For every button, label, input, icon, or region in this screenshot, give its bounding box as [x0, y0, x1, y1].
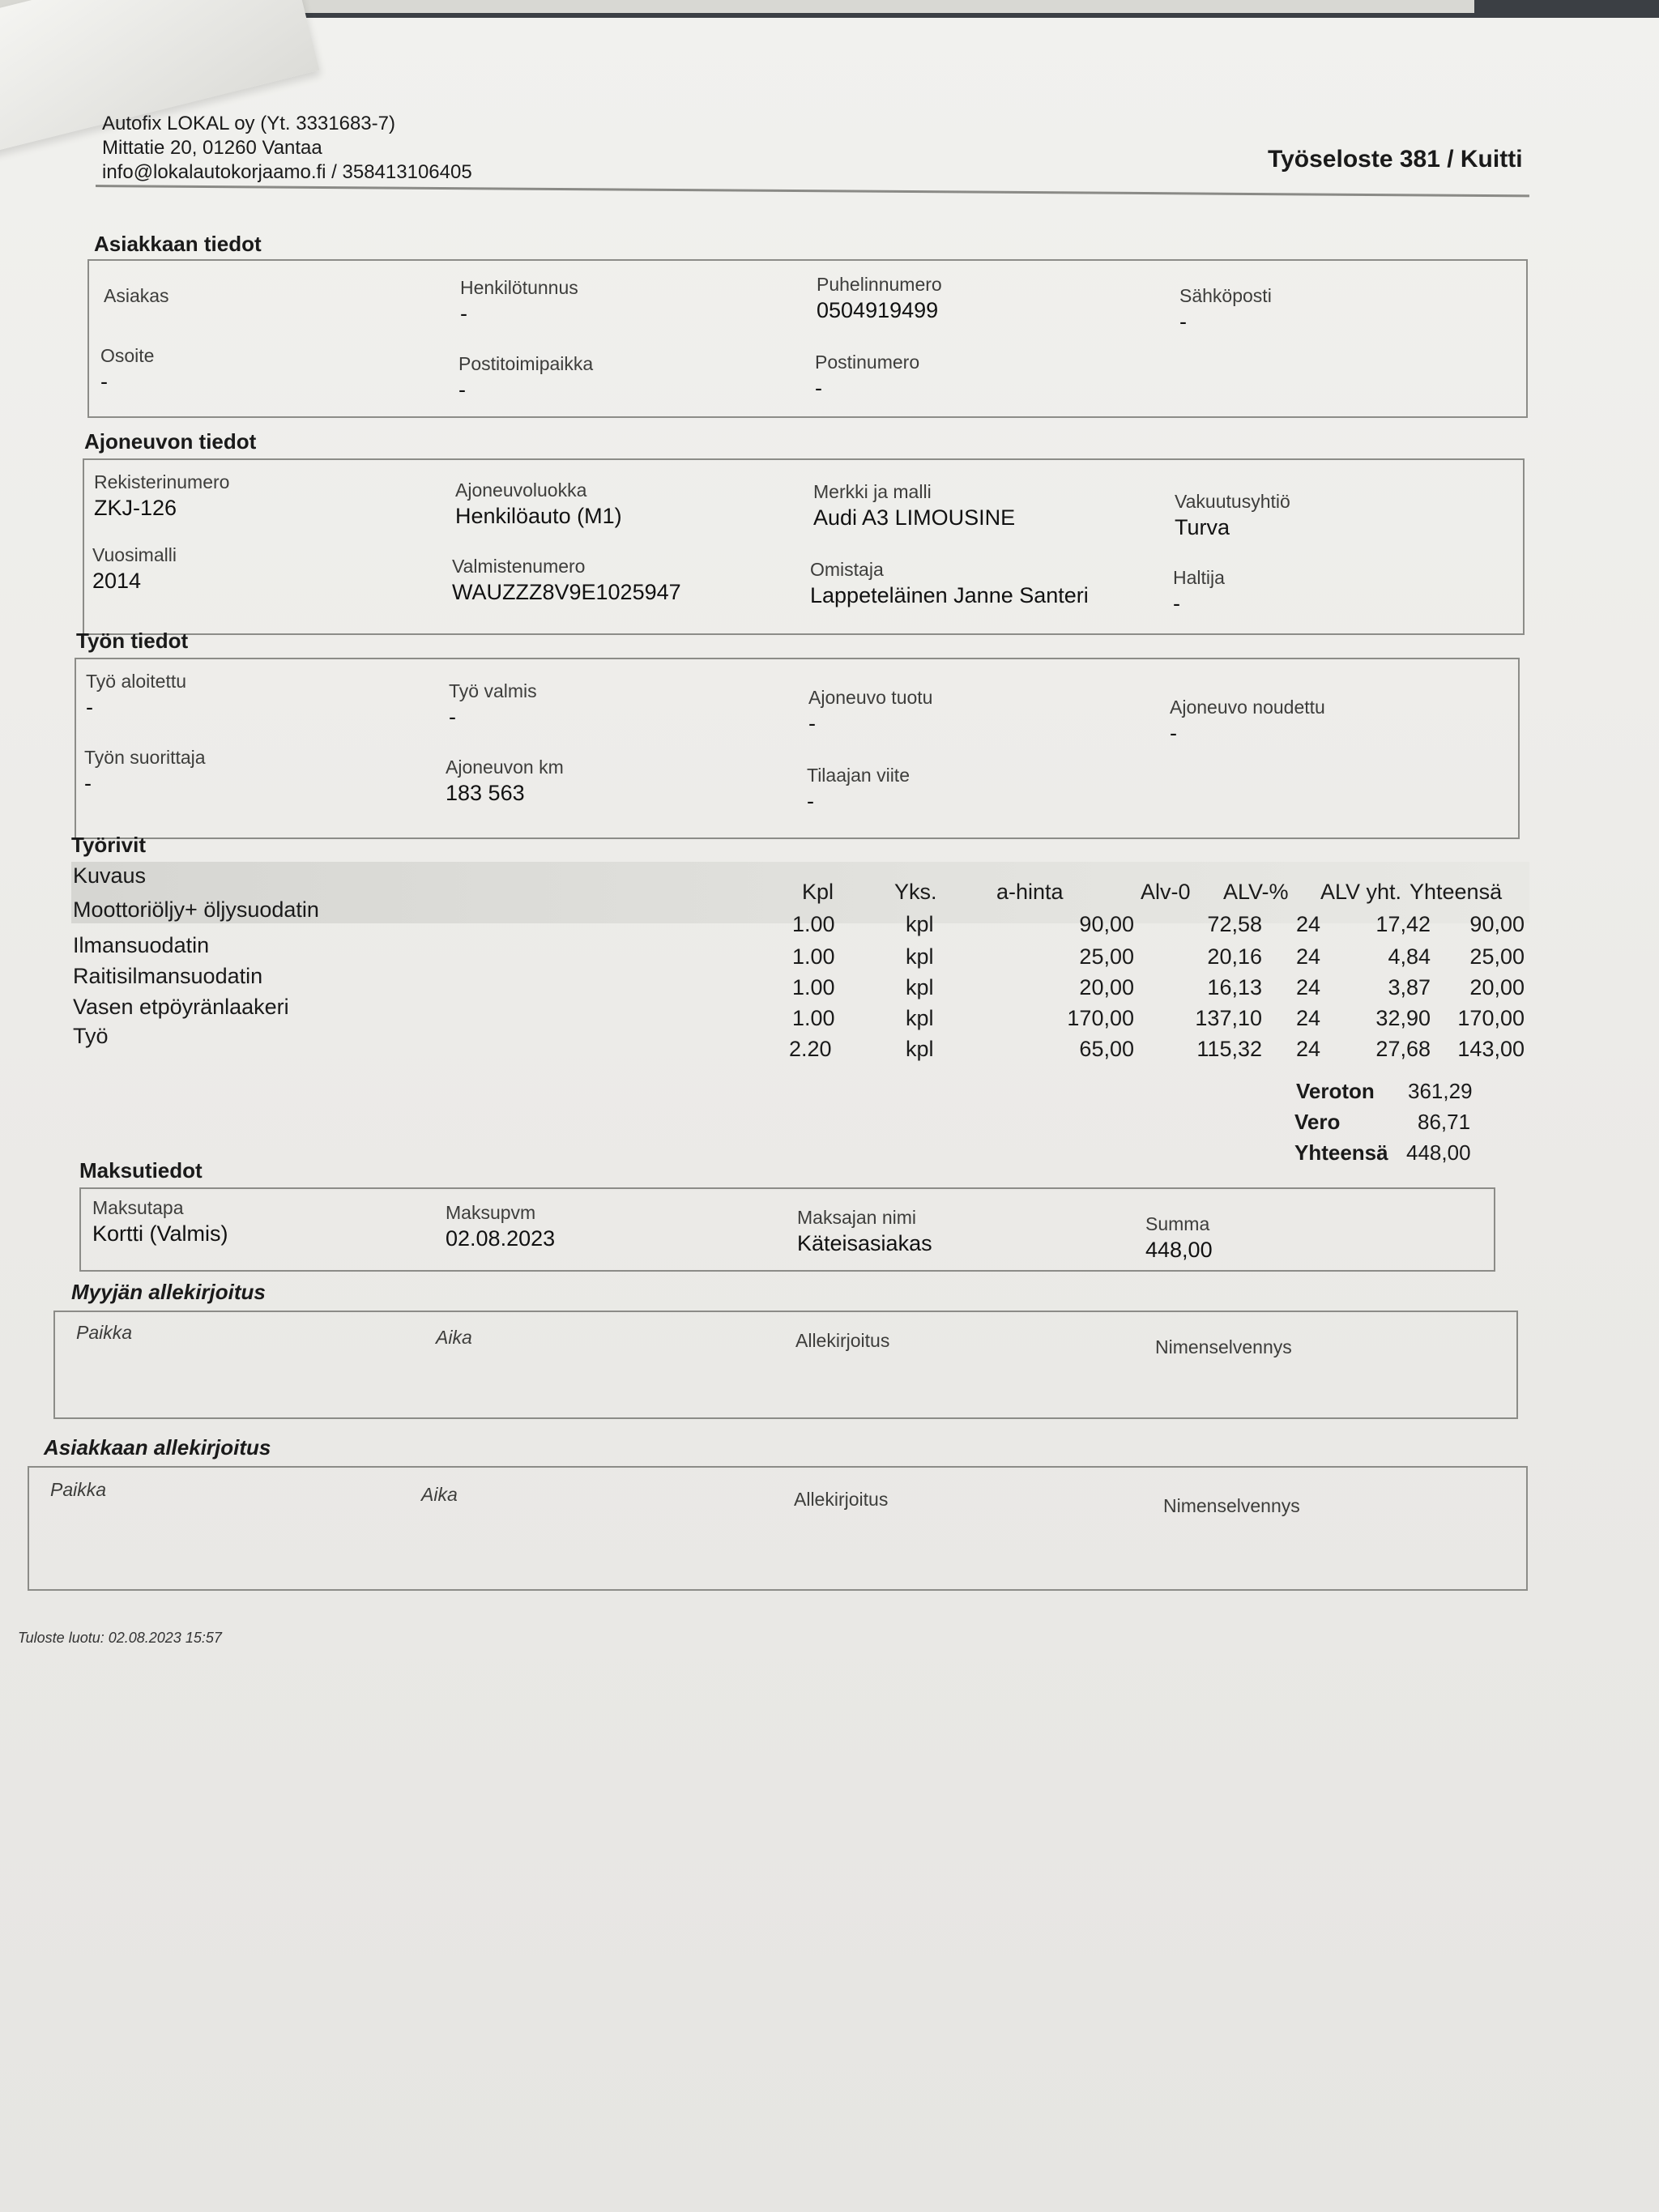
- header-alvyht: ALV yht.: [1320, 880, 1402, 904]
- vehicle-vin: Valmistenumero WAUZZZ8V9E1025947: [452, 556, 681, 604]
- totals-yhteensa: Yhteensä 448,00: [1294, 1140, 1471, 1165]
- header-kuvaus: Kuvaus: [73, 863, 147, 888]
- vehicle-picked-up: Ajoneuvo noudettu -: [1170, 697, 1325, 745]
- payment-section-title: Maksutiedot: [79, 1158, 203, 1183]
- table-row: Moottoriöljy+ öljysuodatin: [73, 897, 319, 922]
- vehicle-box: [83, 458, 1525, 635]
- totals-veroton: Veroton 361,29: [1296, 1079, 1473, 1103]
- table-row: Työ: [73, 1024, 109, 1048]
- customer-section-title: Asiakkaan tiedot: [94, 232, 262, 256]
- header-kpl: Kpl: [802, 880, 834, 904]
- vehicle-class: Ajoneuvoluokka Henkilöauto (M1): [455, 479, 622, 528]
- payer-name: Maksajan nimi Käteisasiakas: [797, 1207, 932, 1255]
- document-title: Työseloste 381 / Kuitti: [1268, 146, 1523, 173]
- vehicle-make-model: Merkki ja malli Audi A3 LIMOUSINE: [813, 481, 1016, 530]
- table-row-values: 1.00 kpl 25,00 20,16 24 4,84 25,00: [792, 944, 1525, 969]
- payment-method: Maksutapa Kortti (Valmis): [92, 1197, 228, 1246]
- seller-signature-title: Myyjän allekirjoitus: [71, 1280, 266, 1304]
- work-rows-title: Työrivit: [71, 833, 146, 857]
- work-box: [75, 658, 1520, 839]
- vehicle-km: Ajoneuvon km 183 563: [446, 757, 564, 805]
- header-yhteensa: Yhteensä: [1410, 880, 1503, 904]
- customer-city: Postitoimipaikka -: [458, 353, 594, 402]
- table-row-values: 1.00 kpl 170,00 137,10 24 32,90 170,00: [792, 1006, 1525, 1030]
- header-ahinta: a-hinta: [996, 880, 1064, 904]
- customer-reference: Tilaajan viite -: [807, 765, 910, 813]
- header-alvpct: ALV-%: [1223, 880, 1289, 904]
- customer-place-label: Paikka: [50, 1479, 107, 1500]
- header-alv0: Alv-0: [1141, 880, 1191, 904]
- table-row-values: 1.00 kpl 20,00 16,13 24 3,87 20,00: [792, 975, 1525, 999]
- seller-name-clarification-label: Nimenselvennys: [1155, 1336, 1292, 1357]
- vehicle-model-year: Vuosimalli 2014: [92, 544, 177, 593]
- vehicle-owner: Omistaja Lappeteläinen Janne Santeri: [810, 559, 1089, 607]
- customer-time-label: Aika: [421, 1484, 458, 1505]
- payment-box: [79, 1187, 1495, 1272]
- work-started: Työ aloitettu -: [86, 671, 187, 719]
- table-row-values: 1.00 kpl 90,00 72,58 24 17,42 90,00: [792, 912, 1525, 936]
- vehicle-holder: Haltija -: [1173, 567, 1225, 616]
- customer-email: Sähköposti -: [1179, 285, 1272, 334]
- seller-signature-box: [53, 1311, 1518, 1419]
- company-info: [102, 112, 472, 185]
- seller-signature-label: Allekirjoitus: [795, 1330, 890, 1351]
- totals-vero: Vero 86,71: [1294, 1110, 1471, 1134]
- payment-date: Maksupvm 02.08.2023: [446, 1202, 556, 1251]
- payment-sum: Summa 448,00: [1145, 1213, 1213, 1262]
- company-address: Mittatie 20, 01260 Vantaa: [102, 137, 322, 159]
- seller-place-label: Paikka: [76, 1322, 133, 1343]
- customer-signature-title: Asiakkaan allekirjoitus: [44, 1435, 271, 1460]
- customer-postcode: Postinumero -: [815, 352, 920, 400]
- table-row: Vasen etpöyränlaakeri: [73, 995, 289, 1019]
- customer-signature-box: [28, 1466, 1528, 1591]
- vehicle-registration: Rekisterinumero ZKJ-126: [94, 471, 230, 520]
- customer-asiakas: Asiakas: [104, 285, 169, 306]
- table-row: Ilmansuodatin: [73, 933, 210, 957]
- work-performer: Työn suorittaja -: [84, 747, 206, 795]
- work-section-title: Työn tiedot: [76, 629, 189, 653]
- vehicle-insurance: Vakuutusyhtiö Turva: [1175, 491, 1290, 539]
- customer-phone: Puhelinnumero 0504919499: [817, 274, 942, 322]
- customer-box: [87, 259, 1528, 418]
- vehicle-section-title: Ajoneuvon tiedot: [84, 429, 257, 454]
- header-yks: Yks.: [894, 880, 937, 904]
- print-timestamp: Tuloste luotu: 02.08.2023 15:57: [18, 1630, 222, 1646]
- company-contact: info@lokalautokorjaamo.fi / 358413106405: [102, 161, 472, 183]
- table-row-values: 2.20 kpl 65,00 115,32 24 27,68 143,00: [789, 1037, 1525, 1061]
- customer-signature-label: Allekirjoitus: [794, 1489, 889, 1510]
- work-ready: Työ valmis -: [449, 680, 537, 729]
- company-name: Autofix LOKAL oy (Yt. 3331683-7): [102, 113, 395, 134]
- seller-time-label: Aika: [436, 1327, 472, 1348]
- customer-name-clarification-label: Nimenselvennys: [1163, 1495, 1300, 1516]
- customer-henkilotunnus: Henkilötunnus -: [460, 277, 578, 326]
- table-row: Raitisilmansuodatin: [73, 964, 263, 988]
- customer-address: Osoite -: [100, 345, 155, 394]
- vehicle-brought: Ajoneuvo tuotu -: [808, 687, 933, 735]
